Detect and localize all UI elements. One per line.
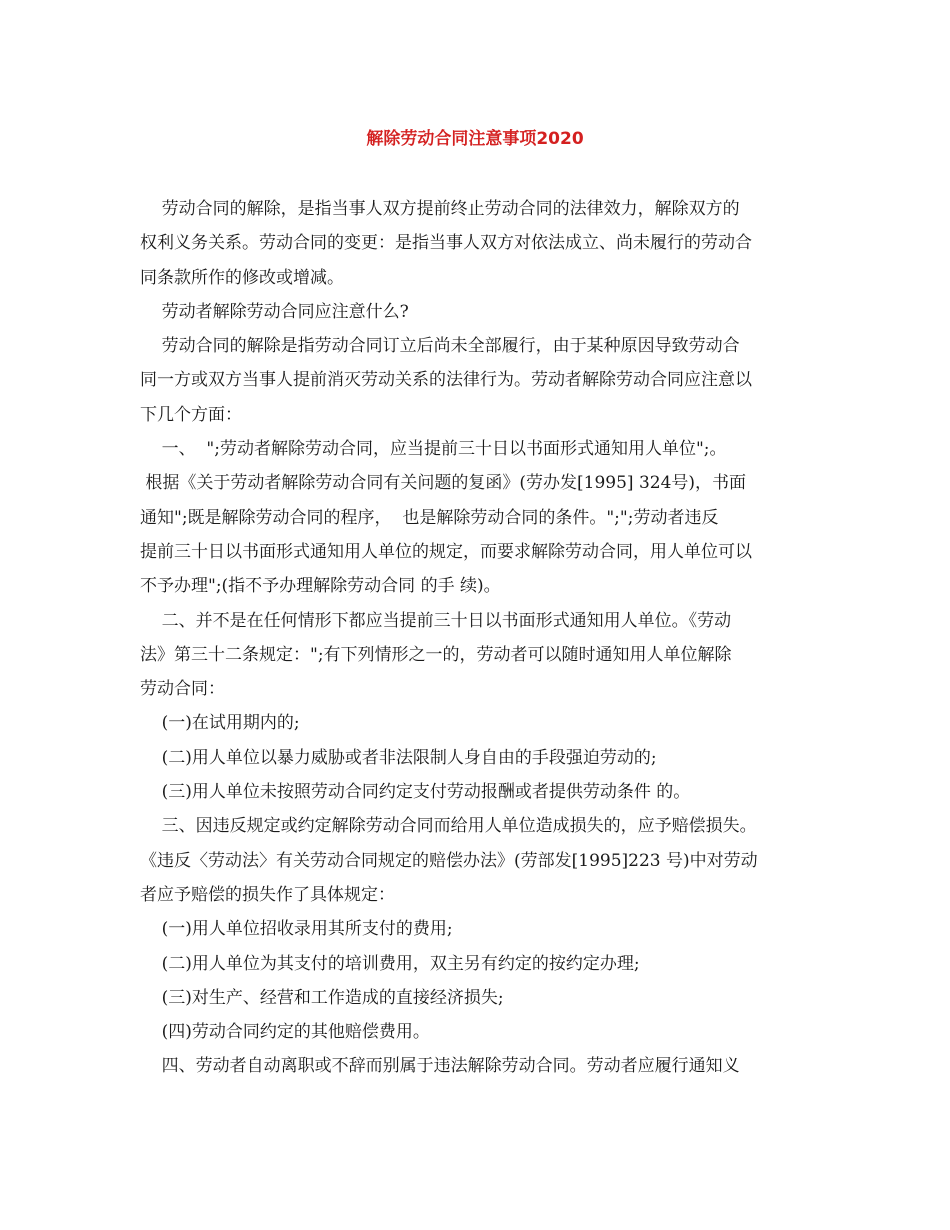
- text-line: (二)用人单位以暴力威胁或者非法限制人身自由的手段强迫劳动的;: [140, 747, 657, 768]
- text-line: 通知";既是解除劳动合同的程序， 也是解除劳动合同的条件。";";劳动者违反: [140, 507, 719, 528]
- text-line: (一)在试用期内的;: [140, 713, 300, 734]
- document-title: 解除劳动合同注意事项2020: [366, 129, 584, 149]
- text-line: 权利义务关系。劳动合同的变更：是指当事人双方对依法成立、尚未履行的劳动合: [140, 233, 752, 254]
- text-line: (三)用人单位未按照劳动合同约定支付劳动报酬或者提供劳动条件 的。: [140, 782, 691, 803]
- text-line: 《违反〈劳动法〉有关劳动合同规定的赔偿办法》(劳部发[1995]223 号)中对劳动: [140, 850, 758, 871]
- text-line: 根据《关于劳动者解除劳动合同有关问题的复函》(劳办发[1995] 324号)，书面: [140, 473, 747, 494]
- text-line: 同条款所作的修改或增减。: [140, 267, 344, 288]
- text-line: 劳动者解除劳动合同应注意什么?: [140, 301, 409, 322]
- text-line: 不予办理";(指不予办理解除劳动合同 的手 续)。: [140, 576, 501, 597]
- text-line: 劳动合同的解除，是指当事人双方提前终止劳动合同的法律效力，解除双方的: [140, 199, 740, 219]
- text-line: 四、劳动者自动离职或不辞而别属于违法解除劳动合同。劳动者应履行通知义: [140, 1056, 740, 1077]
- text-line: 三、因违反规定或约定解除劳动合同而给用人单位造成损失的，应予赔偿损失。: [140, 816, 757, 837]
- text-line: 提前三十日以书面形式通知用人单位的规定，而要求解除劳动合同，用人单位可以: [140, 541, 752, 562]
- text-line: 劳动合同的解除是指劳动合同订立后尚未全部履行，由于某种原因导致劳动合: [140, 336, 740, 357]
- text-line: 同一方或双方当事人提前消灭劳动关系的法律行为。劳动者解除劳动合同应注意以: [140, 370, 752, 391]
- document-body: [140, 192, 816, 1084]
- text-line: (二)用人单位为其支付的培训费用，双主另有约定的按约定办理;: [140, 953, 640, 974]
- text-line: (一)用人单位招收录用其所支付的费用;: [140, 919, 453, 940]
- text-line: 二、并不是在任何情形下都应当提前三十日以书面形式通知用人单位。《劳动: [140, 610, 732, 631]
- text-line: 一、 ";劳动者解除劳动合同，应当提前三十日以书面形式通知用人单位";。: [140, 439, 727, 460]
- text-line: (四)劳动合同约定的其他赔偿费用。: [140, 1022, 430, 1043]
- text-line: 者应予赔偿的损失作了具体规定：: [140, 884, 395, 905]
- text-line: (三)对生产、经营和工作造成的直接经济损失;: [140, 987, 504, 1008]
- text-line: 下几个方面：: [140, 404, 242, 425]
- text-line: 法》第三十二条规定：";有下列情形之一的，劳动者可以随时通知用人单位解除: [140, 644, 732, 665]
- text-line: 劳动合同：: [140, 679, 225, 700]
